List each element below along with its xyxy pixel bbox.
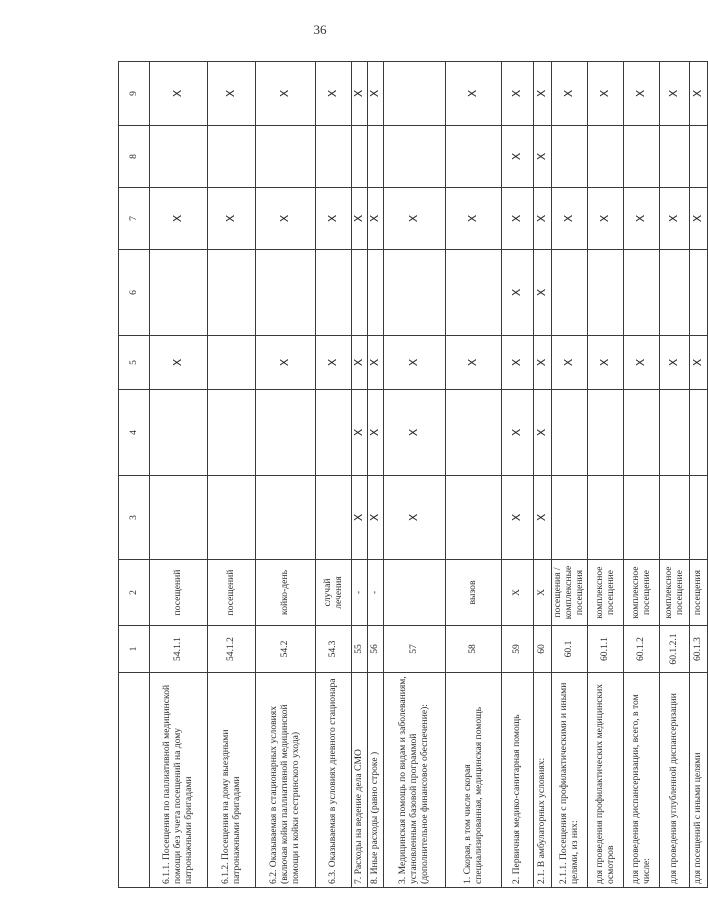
cell-col-8 xyxy=(208,126,256,188)
row-label: 1. Скорая, в том числе скорая специализированная, медицинская помощь xyxy=(446,673,502,888)
cell-col-3: X xyxy=(534,476,552,560)
table-row xyxy=(208,62,256,888)
cell-col-6 xyxy=(316,250,352,336)
cell-col-4 xyxy=(316,390,352,476)
column-number-cell: 1 xyxy=(119,626,150,673)
row-code: 54.2 xyxy=(256,626,316,673)
row-unit: X xyxy=(534,560,552,626)
row-code: 54.1.2 xyxy=(208,626,256,673)
row-label: 6.1.1. Посещения по паллиативной медицинской помощи без учета посещений на дому патронажными бригадами xyxy=(150,673,208,888)
cell-col-7: X xyxy=(502,188,534,250)
table-row xyxy=(624,62,660,888)
cell-col-5: X xyxy=(690,336,708,390)
cell-col-9: X xyxy=(690,62,708,126)
cell-col-6 xyxy=(690,250,708,336)
cell-col-9: X xyxy=(256,62,316,126)
cell-col-5: X xyxy=(446,336,502,390)
cell-col-9: X xyxy=(502,62,534,126)
row-code: 56 xyxy=(368,626,384,673)
row-code: 58 xyxy=(446,626,502,673)
cell-col-6: X xyxy=(534,250,552,336)
row-label: 3. Медицинская помощь по видам и заболеваниям, установленным базовой программой (дополнительное финансовое обеспечение): xyxy=(384,673,446,888)
row-label: 2. Первичная медико-санитарная помощь xyxy=(502,673,534,888)
cell-col-8 xyxy=(588,126,624,188)
row-label: 8. Иные расходы (равно строке ) xyxy=(368,673,384,888)
table-row xyxy=(588,62,624,888)
cell-col-6 xyxy=(588,250,624,336)
cell-col-4 xyxy=(208,390,256,476)
table-row xyxy=(552,62,588,888)
cell-col-9: X xyxy=(352,62,368,126)
cell-col-8 xyxy=(552,126,588,188)
row-code: 55 xyxy=(352,626,368,673)
cell-col-5: X xyxy=(534,336,552,390)
cell-col-4 xyxy=(552,390,588,476)
cell-col-9: X xyxy=(552,62,588,126)
cell-col-3 xyxy=(624,476,660,560)
cell-col-8 xyxy=(316,126,352,188)
cell-col-5: X xyxy=(316,336,352,390)
cell-col-6 xyxy=(150,250,208,336)
cell-col-9: X xyxy=(534,62,552,126)
row-unit: X xyxy=(502,560,534,626)
cell-col-7: X xyxy=(588,188,624,250)
cell-col-7: X xyxy=(446,188,502,250)
cell-col-5 xyxy=(208,336,256,390)
cell-col-9: X xyxy=(660,62,690,126)
cell-col-9 xyxy=(384,62,446,126)
cell-col-8 xyxy=(256,126,316,188)
row-code: 60.1.1 xyxy=(588,626,624,673)
row-unit: посещений xyxy=(150,560,208,626)
cell-col-4: X xyxy=(534,390,552,476)
row-unit: посещения xyxy=(690,560,708,626)
table-row xyxy=(690,62,708,888)
row-unit: комплексное посещение xyxy=(660,560,690,626)
cell-col-8 xyxy=(384,126,446,188)
cell-col-5: X xyxy=(352,336,368,390)
cell-col-6 xyxy=(552,250,588,336)
column-number-cell: 2 xyxy=(119,560,150,626)
cell-col-3 xyxy=(588,476,624,560)
cell-col-5: X xyxy=(502,336,534,390)
cell-col-5: X xyxy=(368,336,384,390)
cell-col-8: X xyxy=(502,126,534,188)
column-number-cell: 6 xyxy=(119,250,150,336)
table-row xyxy=(446,62,502,888)
row-code: 60 xyxy=(534,626,552,673)
column-number-cell: 7 xyxy=(119,188,150,250)
cell-col-4: X xyxy=(352,390,368,476)
cell-col-4 xyxy=(690,390,708,476)
table-row xyxy=(534,62,552,888)
cell-col-5: X xyxy=(384,336,446,390)
column-number-cell-empty xyxy=(119,673,150,888)
column-number-cell: 4 xyxy=(119,390,150,476)
cell-col-9: X xyxy=(208,62,256,126)
row-unit: посещения / комплексные посещения xyxy=(552,560,588,626)
cell-col-7: X xyxy=(208,188,256,250)
column-number-cell: 3 xyxy=(119,476,150,560)
cell-col-6 xyxy=(352,250,368,336)
row-code: 60.1.3 xyxy=(690,626,708,673)
cell-col-6 xyxy=(208,250,256,336)
cell-col-3: X xyxy=(502,476,534,560)
cell-col-5: X xyxy=(660,336,690,390)
row-code: 57 xyxy=(384,626,446,673)
column-number-row xyxy=(119,62,150,888)
row-label: 6.3. Оказываемая в условиях дневного стационара xyxy=(316,673,352,888)
column-number-cell: 9 xyxy=(119,62,150,126)
cell-col-7: X xyxy=(534,188,552,250)
cell-col-3 xyxy=(690,476,708,560)
cell-col-7: X xyxy=(660,188,690,250)
cell-col-4 xyxy=(624,390,660,476)
cell-col-4: X xyxy=(502,390,534,476)
row-code: 60.1 xyxy=(552,626,588,673)
row-code: 54.1.1 xyxy=(150,626,208,673)
cell-col-8: X xyxy=(534,126,552,188)
cell-col-9: X xyxy=(588,62,624,126)
table-row xyxy=(384,62,446,888)
cell-col-7: X xyxy=(384,188,446,250)
row-code: 60.1.2.1 xyxy=(660,626,690,673)
row-label: для проведения профилактических медицинских осмотров xyxy=(588,673,624,888)
row-label: 7. Расходы на ведение дела СМО xyxy=(352,673,368,888)
cell-col-9: X xyxy=(316,62,352,126)
cell-col-7: X xyxy=(690,188,708,250)
table-row xyxy=(150,62,208,888)
cell-col-4 xyxy=(446,390,502,476)
row-label: для проведения диспансеризации, всего, в том числе: xyxy=(624,673,660,888)
table-row xyxy=(502,62,534,888)
row-code: 54.3 xyxy=(316,626,352,673)
cell-col-6 xyxy=(624,250,660,336)
cell-col-4: X xyxy=(384,390,446,476)
row-unit: койко-день xyxy=(256,560,316,626)
cell-col-7: X xyxy=(368,188,384,250)
row-unit: комплексное посещение xyxy=(624,560,660,626)
cell-col-3 xyxy=(316,476,352,560)
cell-col-7: X xyxy=(256,188,316,250)
cell-col-4 xyxy=(588,390,624,476)
cell-col-3: X xyxy=(352,476,368,560)
cell-col-3 xyxy=(256,476,316,560)
column-number-cell: 8 xyxy=(119,126,150,188)
cell-col-3 xyxy=(208,476,256,560)
cell-col-4 xyxy=(256,390,316,476)
page-number: 36 xyxy=(313,22,327,37)
cell-col-6 xyxy=(660,250,690,336)
cell-col-5: X xyxy=(552,336,588,390)
row-label: 6.2. Оказываемая в стационарных условиях (включая койки паллиативной медицинской помощи и койки сестринского ухода) xyxy=(256,673,316,888)
row-label: для проведения углубленной диспансеризации xyxy=(660,673,690,888)
cell-col-8 xyxy=(352,126,368,188)
table-row xyxy=(316,62,352,888)
cell-col-3: X xyxy=(368,476,384,560)
cell-col-3 xyxy=(150,476,208,560)
cell-col-4: X xyxy=(368,390,384,476)
cell-col-3: X xyxy=(384,476,446,560)
data-table xyxy=(118,61,708,888)
rotated-table-wrapper xyxy=(118,62,705,888)
cell-col-7: X xyxy=(316,188,352,250)
cell-col-7: X xyxy=(352,188,368,250)
cell-col-5: X xyxy=(256,336,316,390)
table-row xyxy=(368,62,384,888)
row-unit xyxy=(384,560,446,626)
cell-col-4 xyxy=(150,390,208,476)
row-label: 2.1.1. Посещения с профилактическими и иными целями, из них: xyxy=(552,673,588,888)
column-number-cell: 5 xyxy=(119,336,150,390)
cell-col-8 xyxy=(690,126,708,188)
row-label: 2.1. В амбулаторных условиях: xyxy=(534,673,552,888)
cell-col-7: X xyxy=(624,188,660,250)
cell-col-6 xyxy=(446,250,502,336)
row-label: 6.1.2. Посещения на дому выездными патронажными бригадами xyxy=(208,673,256,888)
cell-col-5: X xyxy=(150,336,208,390)
cell-col-5: X xyxy=(624,336,660,390)
table-row xyxy=(256,62,316,888)
cell-col-9: X xyxy=(150,62,208,126)
row-unit: случай лечения xyxy=(316,560,352,626)
cell-col-8 xyxy=(624,126,660,188)
row-unit: - xyxy=(352,560,368,626)
cell-col-7: X xyxy=(150,188,208,250)
cell-col-3 xyxy=(552,476,588,560)
row-unit: комплексное посещение xyxy=(588,560,624,626)
cell-col-8 xyxy=(446,126,502,188)
row-code: 59 xyxy=(502,626,534,673)
cell-col-6 xyxy=(368,250,384,336)
cell-col-9: X xyxy=(446,62,502,126)
row-code: 60.1.2 xyxy=(624,626,660,673)
cell-col-8 xyxy=(150,126,208,188)
cell-col-3 xyxy=(446,476,502,560)
row-unit: вызов xyxy=(446,560,502,626)
cell-col-9: X xyxy=(624,62,660,126)
cell-col-6: X xyxy=(502,250,534,336)
row-unit: - xyxy=(368,560,384,626)
row-unit: посещений xyxy=(208,560,256,626)
table-row xyxy=(352,62,368,888)
cell-col-5: X xyxy=(588,336,624,390)
cell-col-3 xyxy=(660,476,690,560)
table-row xyxy=(660,62,690,888)
cell-col-7: X xyxy=(552,188,588,250)
cell-col-4 xyxy=(660,390,690,476)
row-label: для посещений с иными целями xyxy=(690,673,708,888)
cell-col-6 xyxy=(384,250,446,336)
cell-col-9: X xyxy=(368,62,384,126)
cell-col-6 xyxy=(256,250,316,336)
cell-col-8 xyxy=(660,126,690,188)
cell-col-8 xyxy=(368,126,384,188)
